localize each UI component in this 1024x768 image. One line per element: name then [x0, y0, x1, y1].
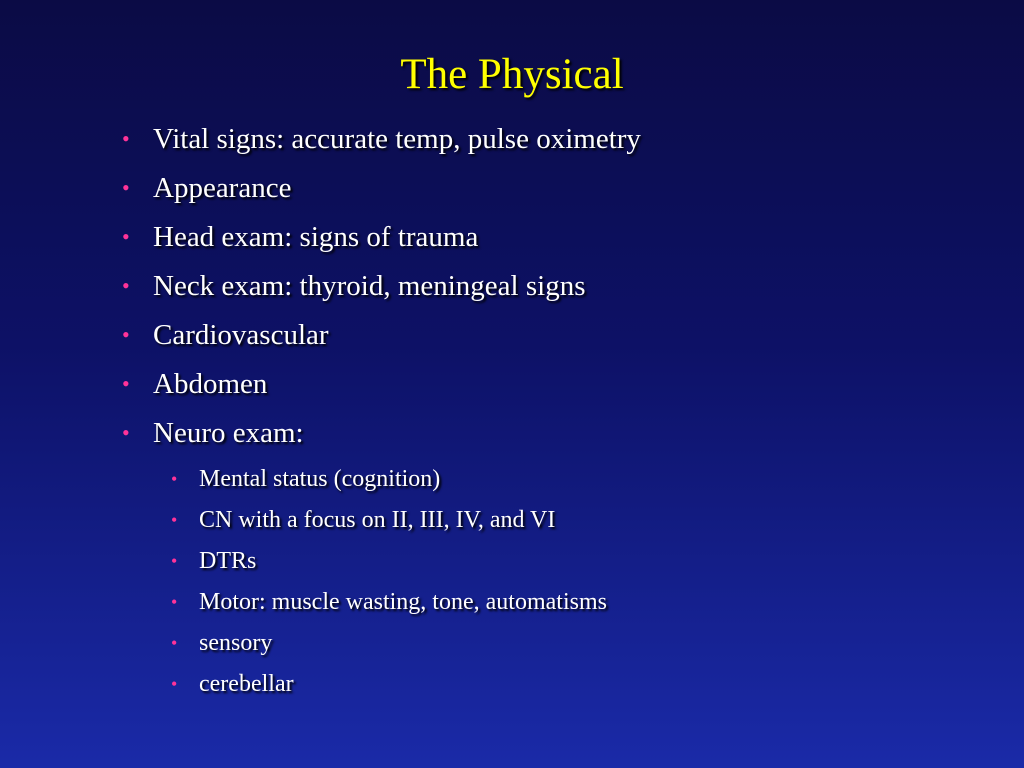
bullet-icon: • — [171, 592, 178, 612]
sub-list-item-text: DTRs — [199, 548, 257, 574]
bullet-icon: • — [171, 633, 178, 653]
list-item-text: Neck exam: thyroid, meningeal signs — [153, 270, 586, 302]
sub-list-item — [120, 460, 1000, 501]
bullet-icon: • — [122, 420, 130, 445]
list-item — [120, 117, 1000, 166]
bullet-icon: • — [122, 371, 130, 396]
sub-list-item — [120, 583, 1000, 624]
list-item-text: Neuro exam: — [153, 417, 304, 449]
sub-list-item — [120, 624, 1000, 665]
list-item-text: Appearance — [153, 172, 292, 204]
bullet-icon: • — [122, 224, 130, 249]
slide-title: The Physical — [400, 51, 624, 98]
sub-list-item-text: sensory — [199, 630, 273, 656]
bullet-icon: • — [171, 551, 178, 571]
sub-list-item-text: Mental status (cognition) — [199, 466, 441, 492]
list-item-text: Vital signs: accurate temp, pulse oximetry — [153, 123, 641, 155]
bullet-icon: • — [171, 674, 178, 694]
list-item — [120, 362, 1000, 411]
sub-list-item — [120, 542, 1000, 583]
list-item-text: Abdomen — [153, 368, 268, 400]
list-item — [120, 313, 1000, 362]
bullet-icon: • — [171, 510, 178, 530]
sub-list-item-text: Motor: muscle wasting, tone, automatisms — [199, 589, 607, 615]
bullet-icon: • — [122, 175, 130, 200]
bullet-icon: • — [122, 126, 130, 151]
bullet-list — [120, 117, 1000, 706]
bullet-icon: • — [122, 273, 130, 298]
sub-list-item-text: cerebellar — [199, 671, 294, 697]
bullet-icon: • — [171, 469, 178, 489]
list-item — [120, 166, 1000, 215]
list-item-text: Cardiovascular — [153, 319, 329, 351]
sub-list-item — [120, 501, 1000, 542]
sub-list-item — [120, 665, 1000, 706]
list-item — [120, 215, 1000, 264]
list-item — [120, 264, 1000, 313]
sub-list-item-text: CN with a focus on II, III, IV, and VI — [199, 507, 556, 533]
list-item — [120, 411, 1000, 460]
bullet-icon: • — [122, 322, 130, 347]
list-item-text: Head exam: signs of trauma — [153, 221, 479, 253]
